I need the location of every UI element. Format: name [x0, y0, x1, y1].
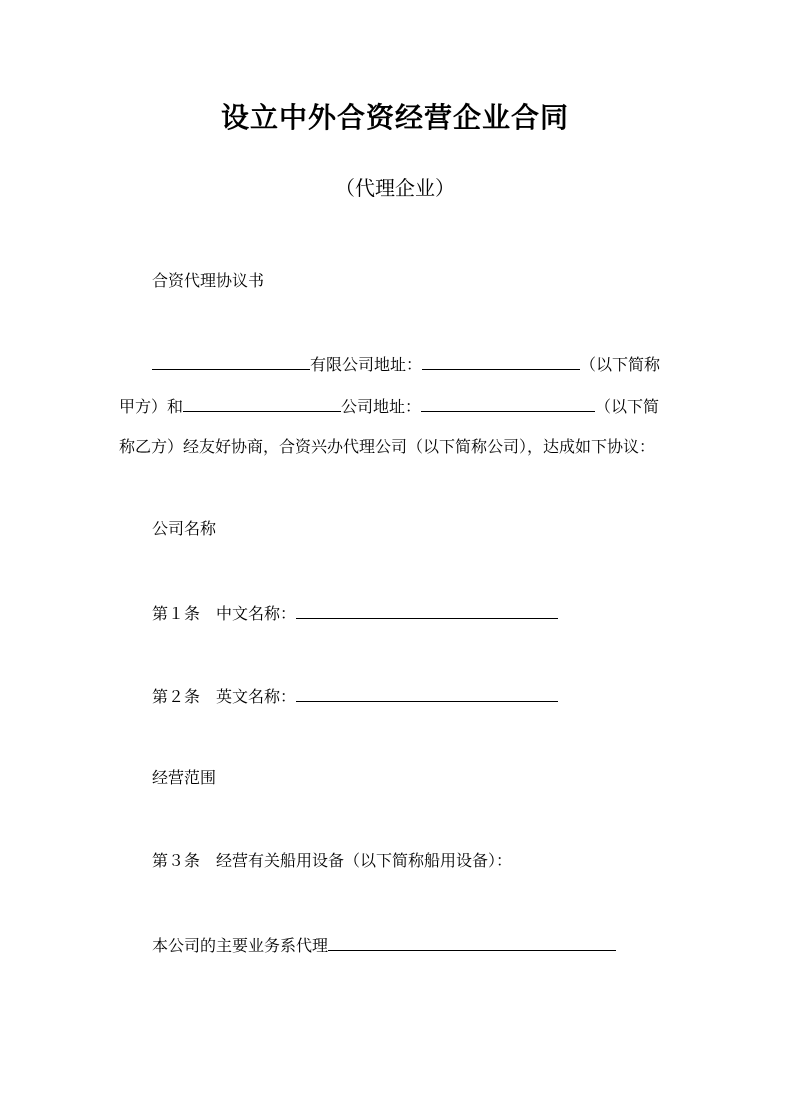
chinese-name-blank	[296, 601, 558, 619]
article-1	[152, 601, 558, 625]
party-a-name-blank	[152, 352, 310, 370]
document-title: 设立中外合资经营企业合同	[220, 101, 569, 134]
section-heading-business-scope: 经营范围	[152, 768, 217, 787]
article-2-text: 英文名称：	[216, 687, 297, 706]
intro-line-1	[152, 352, 660, 376]
main-business-blank	[328, 933, 616, 951]
section-heading-company-name: 公司名称	[152, 519, 217, 538]
intro-line2-part3: （以下简	[595, 397, 660, 416]
intro-line1-part2: （以下简称	[580, 355, 661, 374]
intro-line-3: 称乙方）经友好协商，合资兴办代理公司（以下简称公司），达成如下协议：	[119, 437, 656, 456]
party-b-name-blank	[183, 394, 341, 412]
article-3-text: 经营有关船用设备（以下简称船用设备）：	[216, 851, 513, 870]
intro-line-2	[119, 394, 659, 418]
article-2-label: 第２条	[152, 687, 201, 706]
article-3	[152, 850, 512, 872]
article-2	[152, 684, 558, 708]
intro-line1-part1: 有限公司地址：	[310, 355, 423, 374]
main-business-text: 本公司的主要业务系代理	[152, 936, 329, 955]
article-1-label: 第１条	[152, 604, 201, 623]
article-1-text: 中文名称：	[216, 604, 297, 623]
article-3-label: 第３条	[152, 851, 201, 870]
party-a-address-blank	[422, 352, 580, 370]
document-subtitle: （代理企业）	[335, 176, 455, 200]
intro-line2-part2: 公司地址：	[341, 397, 422, 416]
english-name-blank	[296, 684, 558, 702]
party-b-address-blank	[421, 394, 595, 412]
intro-line2-part1: 甲方）和	[119, 397, 184, 416]
section-heading-agreement: 合资代理协议书	[152, 271, 265, 290]
main-business-line	[152, 933, 616, 957]
